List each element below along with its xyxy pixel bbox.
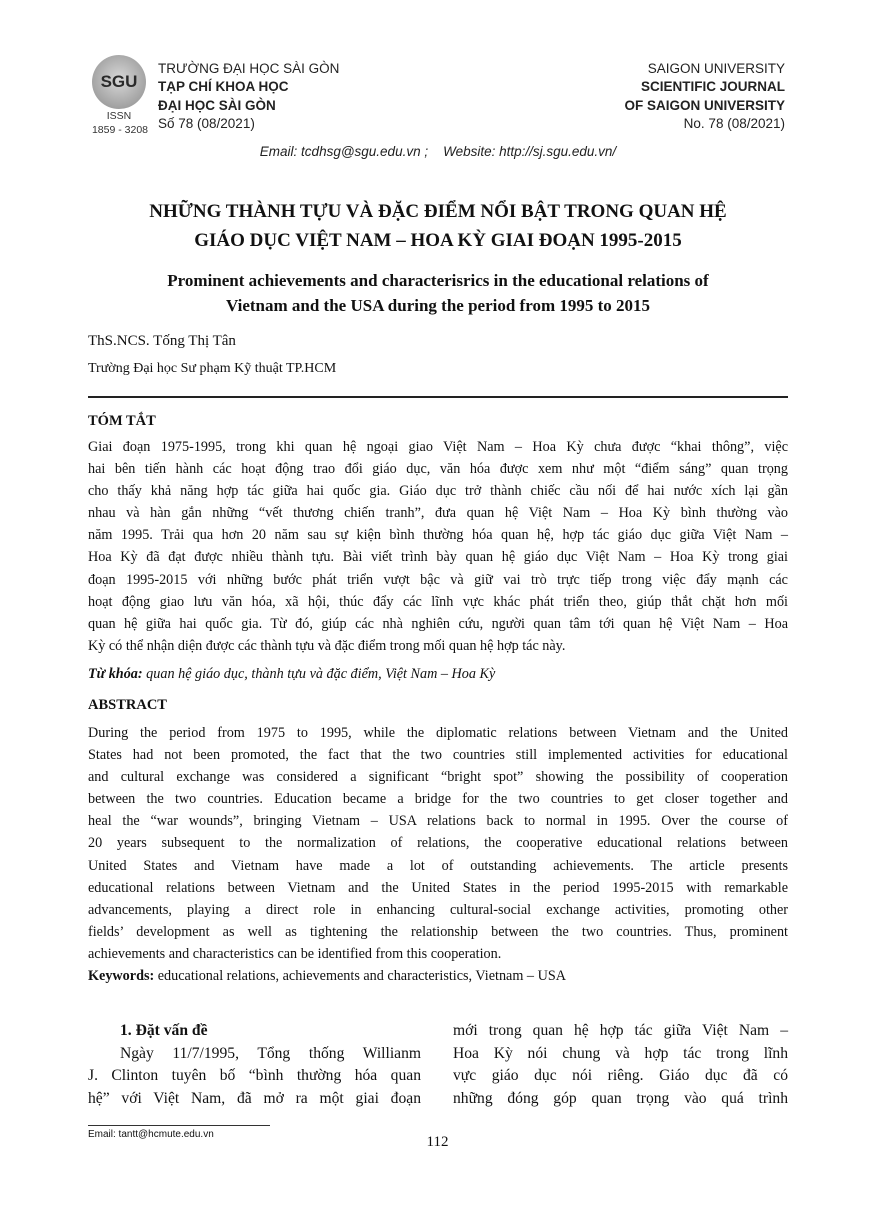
journal-name-en: SCIENTIFIC JOURNAL — [640, 79, 785, 95]
text-line: Hoa Kỳ đã đạt được nhiều thành tựu. Bài viết trình bày quan hệ giáo dục Việt Nam – Hoa Kỳ trong giai — [88, 549, 788, 566]
text-line: Ngày 11/7/1995, Tổng thống Willianm — [120, 1044, 421, 1062]
tukhoa — [88, 666, 495, 683]
title-vi — [88, 197, 788, 255]
text-line: quan hệ giữa hai quốc gia. Từ đó, giúp các nhà nghiên cứu, người quan tâm tới quan hệ Việt Nam – Hoa — [88, 615, 788, 632]
text-line: vực giáo dục nói riêng. Giáo dục đã có — [453, 1067, 788, 1084]
text-line: heal the “war wounds”, bringing Vietnam – USA relations back to normal in 1995. Over the course of — [88, 813, 788, 830]
title-en — [88, 268, 788, 318]
text-line: fields’ development as well as tightening the relationship between the two countries. Thus, prominent — [88, 923, 788, 940]
issn-number: 1859 - 3208 — [91, 124, 149, 136]
university-name-vi: TRƯỜNG ĐẠI HỌC SÀI GÒN — [158, 61, 340, 76]
title-vi-line: GIÁO DỤC VIỆT NAM – HOA KỲ GIAI ĐOẠN 1995-2015 — [194, 230, 682, 251]
author: ThS.NCS. Tống Thị Tân — [88, 333, 236, 349]
text-line: advancements, playing a direct role in enhancing cultural-social exchange activities, promoting other — [88, 901, 788, 918]
text-line: cho thấy khả năng hợp tác giữa hai quốc gia. Giáo dục trở thành chiếc cầu nối để hai nước xích lại gần — [88, 483, 788, 500]
text-line: between the two countries. Education became a bridge for the two countries to get closer together and — [88, 791, 788, 808]
text-line: Hoa Kỳ nói chung và hợp tác trong lĩnh — [453, 1044, 788, 1062]
title-vi-line: NHỮNG THÀNH TỰU VÀ ĐẶC ĐIỂM NỔI BẬT TRONG QUAN HỆ — [149, 201, 727, 222]
text-line: educational relations between Vietnam and the United States in the period 1995-2015 with remarkable — [88, 879, 788, 896]
text-line: đoạn 1995-2015 với những bước phát triển vượt bậc và giữ vai trò trực tiếp trong việc đẩy mạnh các — [88, 571, 788, 588]
text-line: and cultural exchange was considered a significant “bright spot” showing the possibility of cooperation — [88, 769, 788, 786]
affiliation: Trường Đại học Sư phạm Kỹ thuật TP.HCM — [88, 361, 337, 376]
header-right — [624, 60, 785, 133]
keywords-label: Keywords: — [88, 968, 155, 984]
text-line: 20 years subsequent to the normalization of relations, the cooperative educational relations between — [88, 835, 788, 852]
text-line: năm 1995. Trải qua hơn 20 năm sau sự kiện bình thường hóa quan hệ, hợp tác giáo dục giữa Việt Nam – — [88, 527, 788, 544]
journal-name-en-2: OF SAIGON UNIVERSITY — [624, 97, 785, 113]
text-line: nhau và hàn gắn những “vết thương chiến tranh”, đưa quan hệ Việt Nam – Hoa Kỳ bình thường vào — [88, 505, 788, 522]
text-line: Kỳ có thể nhận diện được các thành tựu và đặc điểm trong mối quan hệ hợp tác này. — [88, 637, 566, 654]
title-en-line: Prominent achievements and characterisrics in the educational relations of — [167, 271, 709, 290]
title-en-line: Vietnam and the USA during the period from 1995 to 2015 — [225, 296, 651, 315]
tukhoa-value: quan hệ giáo dục, thành tựu và đặc điểm, Việt Nam – Hoa Kỳ — [142, 666, 496, 682]
university-name-en: SAIGON UNIVERSITY — [647, 61, 785, 76]
column-right — [453, 1020, 788, 1110]
tukhoa-label: Từ khóa: — [88, 666, 143, 682]
divider — [88, 396, 788, 398]
tomtat-heading: TÓM TẮT — [88, 413, 156, 429]
journal-name-vi: TẠP CHÍ KHOA HỌC — [158, 79, 289, 95]
header-left — [158, 60, 339, 133]
keywords — [88, 968, 566, 985]
text-line: Giai đoạn 1975-1995, trong khi quan hệ ngoại giao Việt Nam – Hoa Kỳ chưa được “khai thông”, việc — [88, 439, 788, 455]
section-heading: 1. Đặt vấn đề — [120, 1022, 208, 1039]
text-line: J. Clinton tuyên bố “bình thường hóa quan — [88, 1067, 421, 1084]
text-line: mới trong quan hệ hợp tác giữa Việt Nam – — [453, 1022, 788, 1039]
text-line: achievements and characteristics can be identified from this cooperation. — [88, 945, 502, 962]
journal-name-vi-2: ĐẠI HỌC SÀI GÒN — [158, 97, 276, 113]
contact-line: Email: tcdhsg@sgu.edu.vn ; Website: http://sj.sgu.edu.vn/ — [259, 144, 617, 159]
text-line: hệ” với Việt Nam, đã mở ra một giai đoạn — [88, 1089, 421, 1107]
text-line: During the period from 1975 to 1995, while the diplomatic relations between Vietnam and the United — [88, 725, 788, 741]
page-number: 112 — [426, 1134, 449, 1150]
issue-vi: Số 78 (08/2021) — [158, 115, 255, 131]
text-line: United States and Vietnam have made a lot of outstanding achievements. The article presents — [88, 857, 788, 874]
text-line: hoạt động giao lưu văn hóa, xã hội, thúc đẩy các lĩnh vực khác phát triển theo, giúp thắt chặt hơn mối — [88, 593, 788, 610]
sgu-logo: SGU — [92, 55, 146, 109]
keywords-value: educational relations, achievements and characteristics, Vietnam – USA — [154, 968, 566, 984]
column-left — [88, 1020, 421, 1110]
text-line: hai bên tiến hành các hoạt động trao đổi giáo dục, văn hóa được xem như một “điểm sáng” quan trọng — [88, 461, 788, 478]
text-line: những đóng góp quan trọng vào quá trình — [453, 1089, 788, 1107]
tomtat-body — [88, 436, 788, 657]
issue-en: No. 78 (08/2021) — [683, 115, 785, 131]
abstract-heading: ABSTRACT — [88, 697, 167, 713]
footnote-email: Email: tantt@hcmute.edu.vn — [88, 1129, 214, 1140]
abstract-body — [88, 722, 788, 965]
footnote-rule — [88, 1125, 270, 1126]
issn-label: ISSN — [106, 110, 132, 122]
text-line: States had not been promoted, the fact that the two countries still implemented activities for educational — [88, 747, 788, 764]
